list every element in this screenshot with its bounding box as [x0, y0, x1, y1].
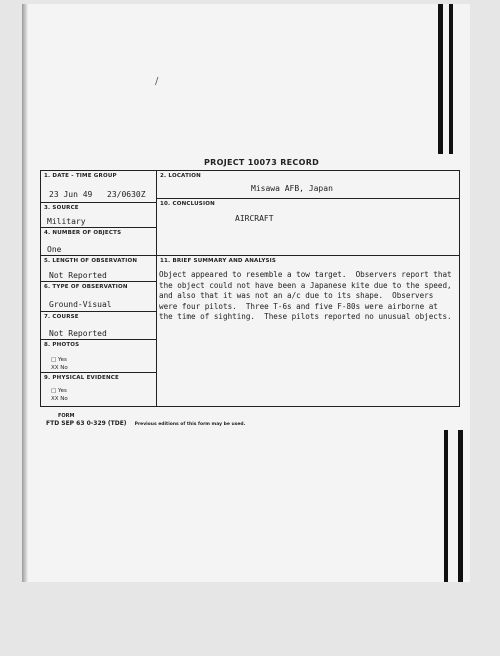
photos-cell	[41, 340, 157, 373]
date-time-cell	[41, 171, 157, 203]
number-of-objects-cell	[41, 228, 157, 256]
record-form	[40, 170, 460, 407]
type-of-observation-value: Ground-Visual	[49, 300, 112, 309]
conclusion-cell	[157, 199, 459, 256]
physical-evidence-no-checkbox: XX No	[51, 396, 68, 402]
scan-bar	[449, 4, 453, 154]
brief-summary-label: 11. BRIEF SUMMARY AND ANALYSIS	[160, 258, 277, 264]
length-of-observation-label: 5. LENGTH OF OBSERVATION	[44, 258, 138, 264]
number-of-objects-value: One	[47, 245, 62, 254]
location-cell	[157, 171, 459, 199]
scan-bar	[444, 430, 448, 582]
physical-evidence-label: 9. PHYSICAL EVIDENCE	[44, 375, 119, 381]
time-value: 23/0630Z	[107, 190, 146, 199]
type-of-observation-label: 6. TYPE OF OBSERVATION	[44, 284, 128, 290]
course-value: Not Reported	[49, 329, 107, 338]
source-cell	[41, 203, 157, 228]
page-edge-shadow	[22, 4, 28, 582]
source-value: Military	[47, 217, 86, 226]
photos-yes-checkbox: □ Yes	[51, 357, 67, 363]
course-label: 7. COURSE	[44, 314, 79, 320]
form-label: FORM	[58, 413, 75, 419]
record-title: PROJECT 10073 RECORD	[204, 158, 320, 167]
brief-summary-text: Object appeared to resemble a tow target. Observers report that the object could not have been a Japanese kite due to the speed, and also that it was not an a/c due to its shape. Observers were four pilots. Three T-6s and five F-80s were airborne at the time of sighting. These pilots reported no unusual objects.	[159, 270, 452, 321]
form-note: Previous editions of this form may be used.	[134, 422, 246, 427]
date-value: 23 Jun 49	[49, 190, 93, 199]
date-time-label: 1. DATE - TIME GROUP	[44, 173, 117, 179]
length-of-observation-value: Not Reported	[49, 271, 107, 280]
location-label: 2. LOCATION	[160, 173, 201, 179]
scan-bar	[438, 4, 443, 154]
margin-mark: /	[155, 76, 159, 87]
length-of-observation-cell	[41, 256, 157, 282]
source-label: 3. SOURCE	[44, 205, 79, 211]
physical-evidence-yes-checkbox: □ Yes	[51, 388, 67, 394]
location-value: Misawa AFB, Japan	[251, 184, 333, 193]
conclusion-value: AIRCRAFT	[235, 214, 274, 223]
form-id: FTD SEP 63 0-329 (TDE)	[46, 420, 127, 427]
physical-evidence-cell	[41, 373, 157, 406]
brief-summary-cell	[157, 256, 459, 406]
number-of-objects-label: 4. NUMBER OF OBJECTS	[44, 230, 122, 236]
scan-bar	[458, 430, 463, 582]
photos-no-checkbox: XX No	[51, 365, 68, 371]
photos-label: 8. PHOTOS	[44, 342, 80, 348]
course-cell	[41, 312, 157, 340]
type-of-observation-cell	[41, 282, 157, 312]
conclusion-label: 10. CONCLUSION	[160, 201, 215, 207]
